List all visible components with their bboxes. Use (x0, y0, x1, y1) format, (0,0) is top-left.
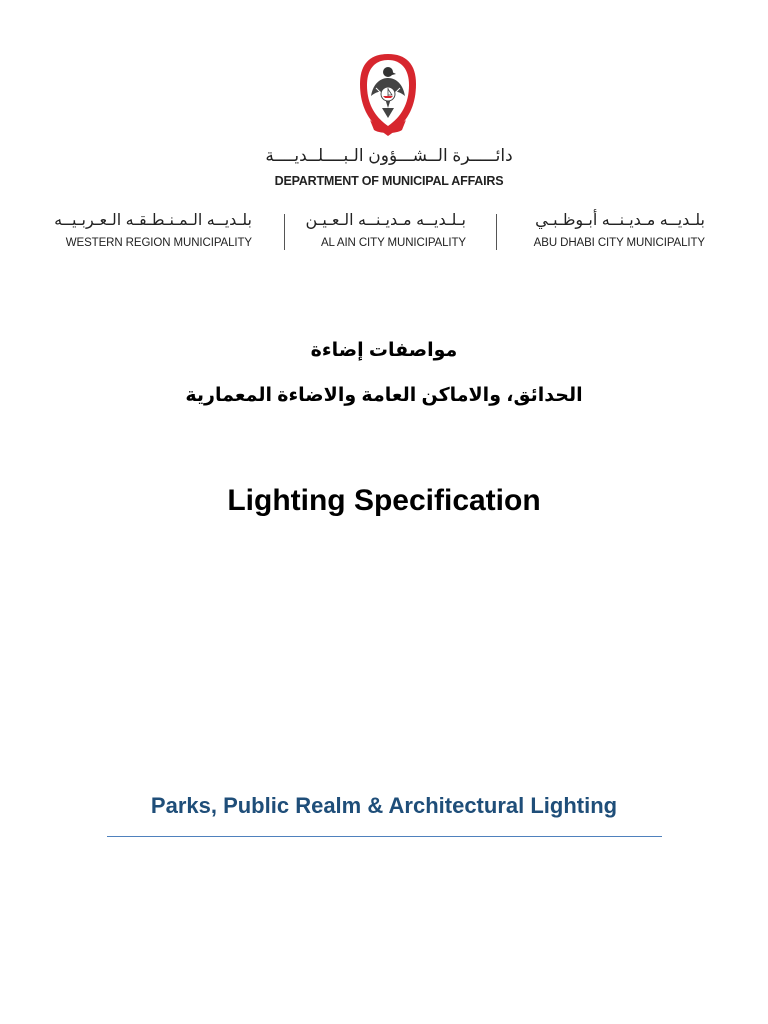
municipality-name-english: WESTERN REGION MUNICIPALITY (65, 237, 252, 249)
municipality-name-arabic: بـلـديــه مـديـنــه الـعـيـن (305, 212, 466, 229)
divider (284, 214, 285, 250)
abu-dhabi-emblem-icon (356, 50, 420, 142)
document-subtitle: Parks, Public Realm & Architectural Lighting (150, 793, 618, 818)
arabic-title-line-1: مواصفات إضاءة (310, 340, 458, 361)
municipality-name-arabic: بلـديــه مـديـنــه أبـوظـبـي (535, 212, 705, 229)
municipality-name-english: ABU DHABI CITY MUNICIPALITY (533, 237, 705, 249)
department-name-english: DEPARTMENT OF MUNICIPAL AFFAIRS (274, 174, 504, 188)
al-ain-city-municipality (305, 210, 466, 249)
divider (496, 214, 497, 250)
document-title: Lighting Specification (227, 484, 541, 517)
abu-dhabi-city-municipality (525, 210, 705, 249)
department-name-arabic: دائـــــرة الــشـــؤون الـبــــلــديــــة (265, 146, 513, 165)
subtitle-underline (107, 836, 662, 837)
arabic-title-line-2: الحدائق، والاماكن العامة والاضاءة المعمارية (185, 385, 583, 406)
western-region-municipality (54, 210, 252, 249)
municipality-name-arabic: بلـديــه الـمـنـطـقـه الـعـربـيــه (54, 212, 252, 229)
municipality-name-english: AL AIN CITY MUNICIPALITY (320, 237, 466, 249)
